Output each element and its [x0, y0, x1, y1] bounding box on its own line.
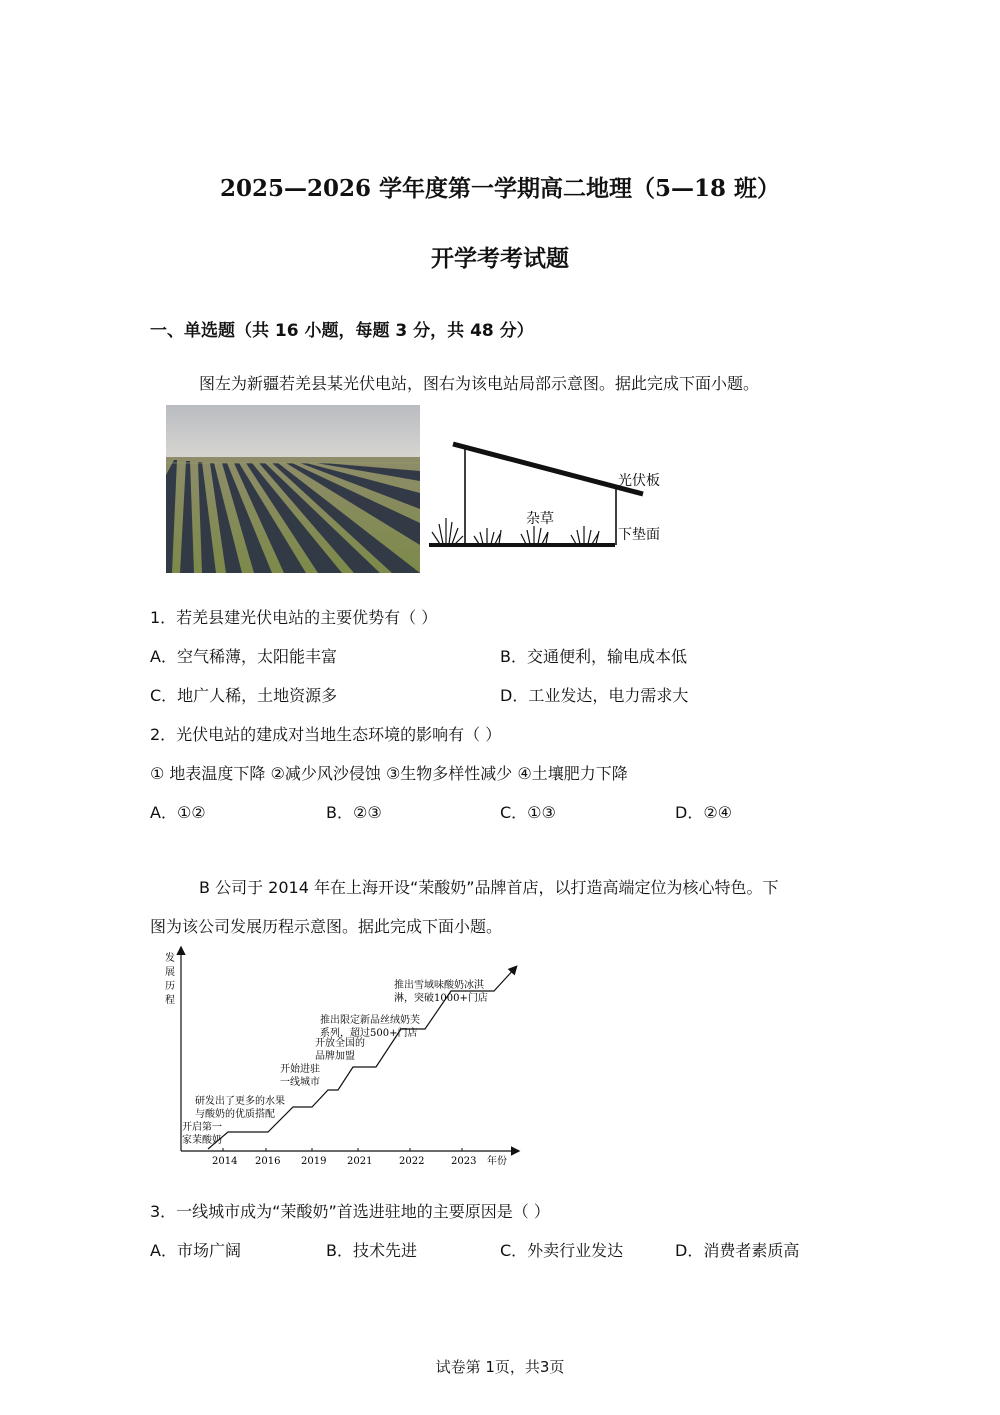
y-label-char: 发 — [165, 953, 175, 964]
q2-option-d[interactable]: D．②④ — [675, 803, 733, 822]
milestone-label: 推出雪域味酸奶冰淇 — [394, 980, 484, 991]
q1-option-d[interactable]: D．工业发达，电力需求大 — [500, 686, 689, 705]
pv-panel-label: 光伏板 — [618, 473, 660, 489]
exam-title-line2: 开学考考试题 — [431, 246, 569, 272]
solar-farm-photo — [166, 405, 420, 573]
q1-option-c[interactable]: C．地广人稀，土地资源多 — [150, 686, 338, 705]
milestone-label: 开放全国的 — [315, 1038, 365, 1049]
milestone-label: 研发出了更多的水果 — [195, 1096, 285, 1107]
x-tick-label: 2022 — [399, 1156, 425, 1167]
x-tick-label: 2014 — [212, 1156, 238, 1167]
milestone-label: 淋，突破1000+门店 — [394, 993, 488, 1004]
ground-surface-label: 下垫面 — [618, 527, 660, 543]
development-history-chart — [160, 943, 535, 1171]
y-label-char: 展 — [165, 967, 175, 978]
q2-option-b[interactable]: B．②③ — [326, 803, 382, 822]
x-axis-label: 年份 — [487, 1156, 507, 1167]
q3-option-c[interactable]: C．外卖行业发达 — [500, 1241, 624, 1260]
x-tick-label: 2016 — [255, 1156, 281, 1167]
q3-stem: 3．一线城市成为“茉酸奶”首选进驻地的主要原因是（ ） — [150, 1202, 550, 1221]
page-footer: 试卷第 1页，共3页 — [435, 1358, 565, 1376]
q2-option-a[interactable]: A．①② — [150, 803, 206, 822]
milestone-label: 推出限定新品丝绒奶芙 — [320, 1015, 420, 1026]
milestone-label: 开始进驻 — [280, 1064, 320, 1075]
weed-clumps — [432, 518, 599, 544]
section-heading: 一、单选题（共 16 小题，每题 3 分，共 48 分） — [150, 321, 534, 341]
y-label-char: 程 — [165, 995, 175, 1006]
x-tick-label: 2023 — [451, 1156, 477, 1167]
q1-option-b[interactable]: B．交通便利，输电成本低 — [500, 647, 687, 666]
q1-option-a[interactable]: A．空气稀薄，太阳能丰富 — [150, 647, 337, 666]
pv-panel-bar — [453, 444, 643, 494]
milestone-label: 家茉酸奶 — [182, 1135, 222, 1146]
q2-option-c[interactable]: C．①③ — [500, 803, 556, 822]
q3-option-a[interactable]: A．市场广阔 — [150, 1241, 241, 1260]
y-label-char: 历 — [165, 981, 175, 992]
milestone-label: 系列，超过500+门店 — [320, 1028, 418, 1039]
q3-option-d[interactable]: D．消费者素质高 — [675, 1241, 800, 1260]
q1-stem: 1．若羌县建光伏电站的主要优势有（ ） — [150, 608, 438, 627]
milestone-label: 品牌加盟 — [315, 1051, 355, 1062]
milestone-label: 一线城市 — [280, 1077, 320, 1088]
group2-intro-line1: B 公司于 2014 年在上海开设“茉酸奶”品牌首店，以打造高端定位为核心特色。下 — [199, 878, 779, 897]
group2-intro-line2: 图为该公司发展历程示意图。据此完成下面小题。 — [150, 917, 503, 936]
exam-title-line1: 2025—2026 学年度第一学期高二地理（5—18 班） — [219, 175, 781, 202]
milestone-label: 与酸奶的优质搭配 — [195, 1109, 275, 1120]
q2-stem: 2．光伏电站的建成对当地生态环境的影响有（ ） — [150, 725, 502, 744]
q2-statements: ① 地表温度下降 ②减少风沙侵蚀 ③生物多样性减少 ④土壤肥力下降 — [150, 764, 628, 783]
x-tick-label: 2021 — [347, 1156, 373, 1167]
weeds-label: 杂草 — [526, 511, 554, 527]
q3-option-b[interactable]: B．技术先进 — [326, 1241, 417, 1260]
group1-intro: 图左为新疆若羌县某光伏电站，图右为该电站局部示意图。据此完成下面小题。 — [199, 374, 760, 393]
pv-station-diagram — [425, 436, 675, 556]
y-axis-label — [165, 951, 175, 1006]
x-tick-label: 2019 — [301, 1156, 327, 1167]
milestone-label: 开启第一 — [182, 1122, 222, 1133]
